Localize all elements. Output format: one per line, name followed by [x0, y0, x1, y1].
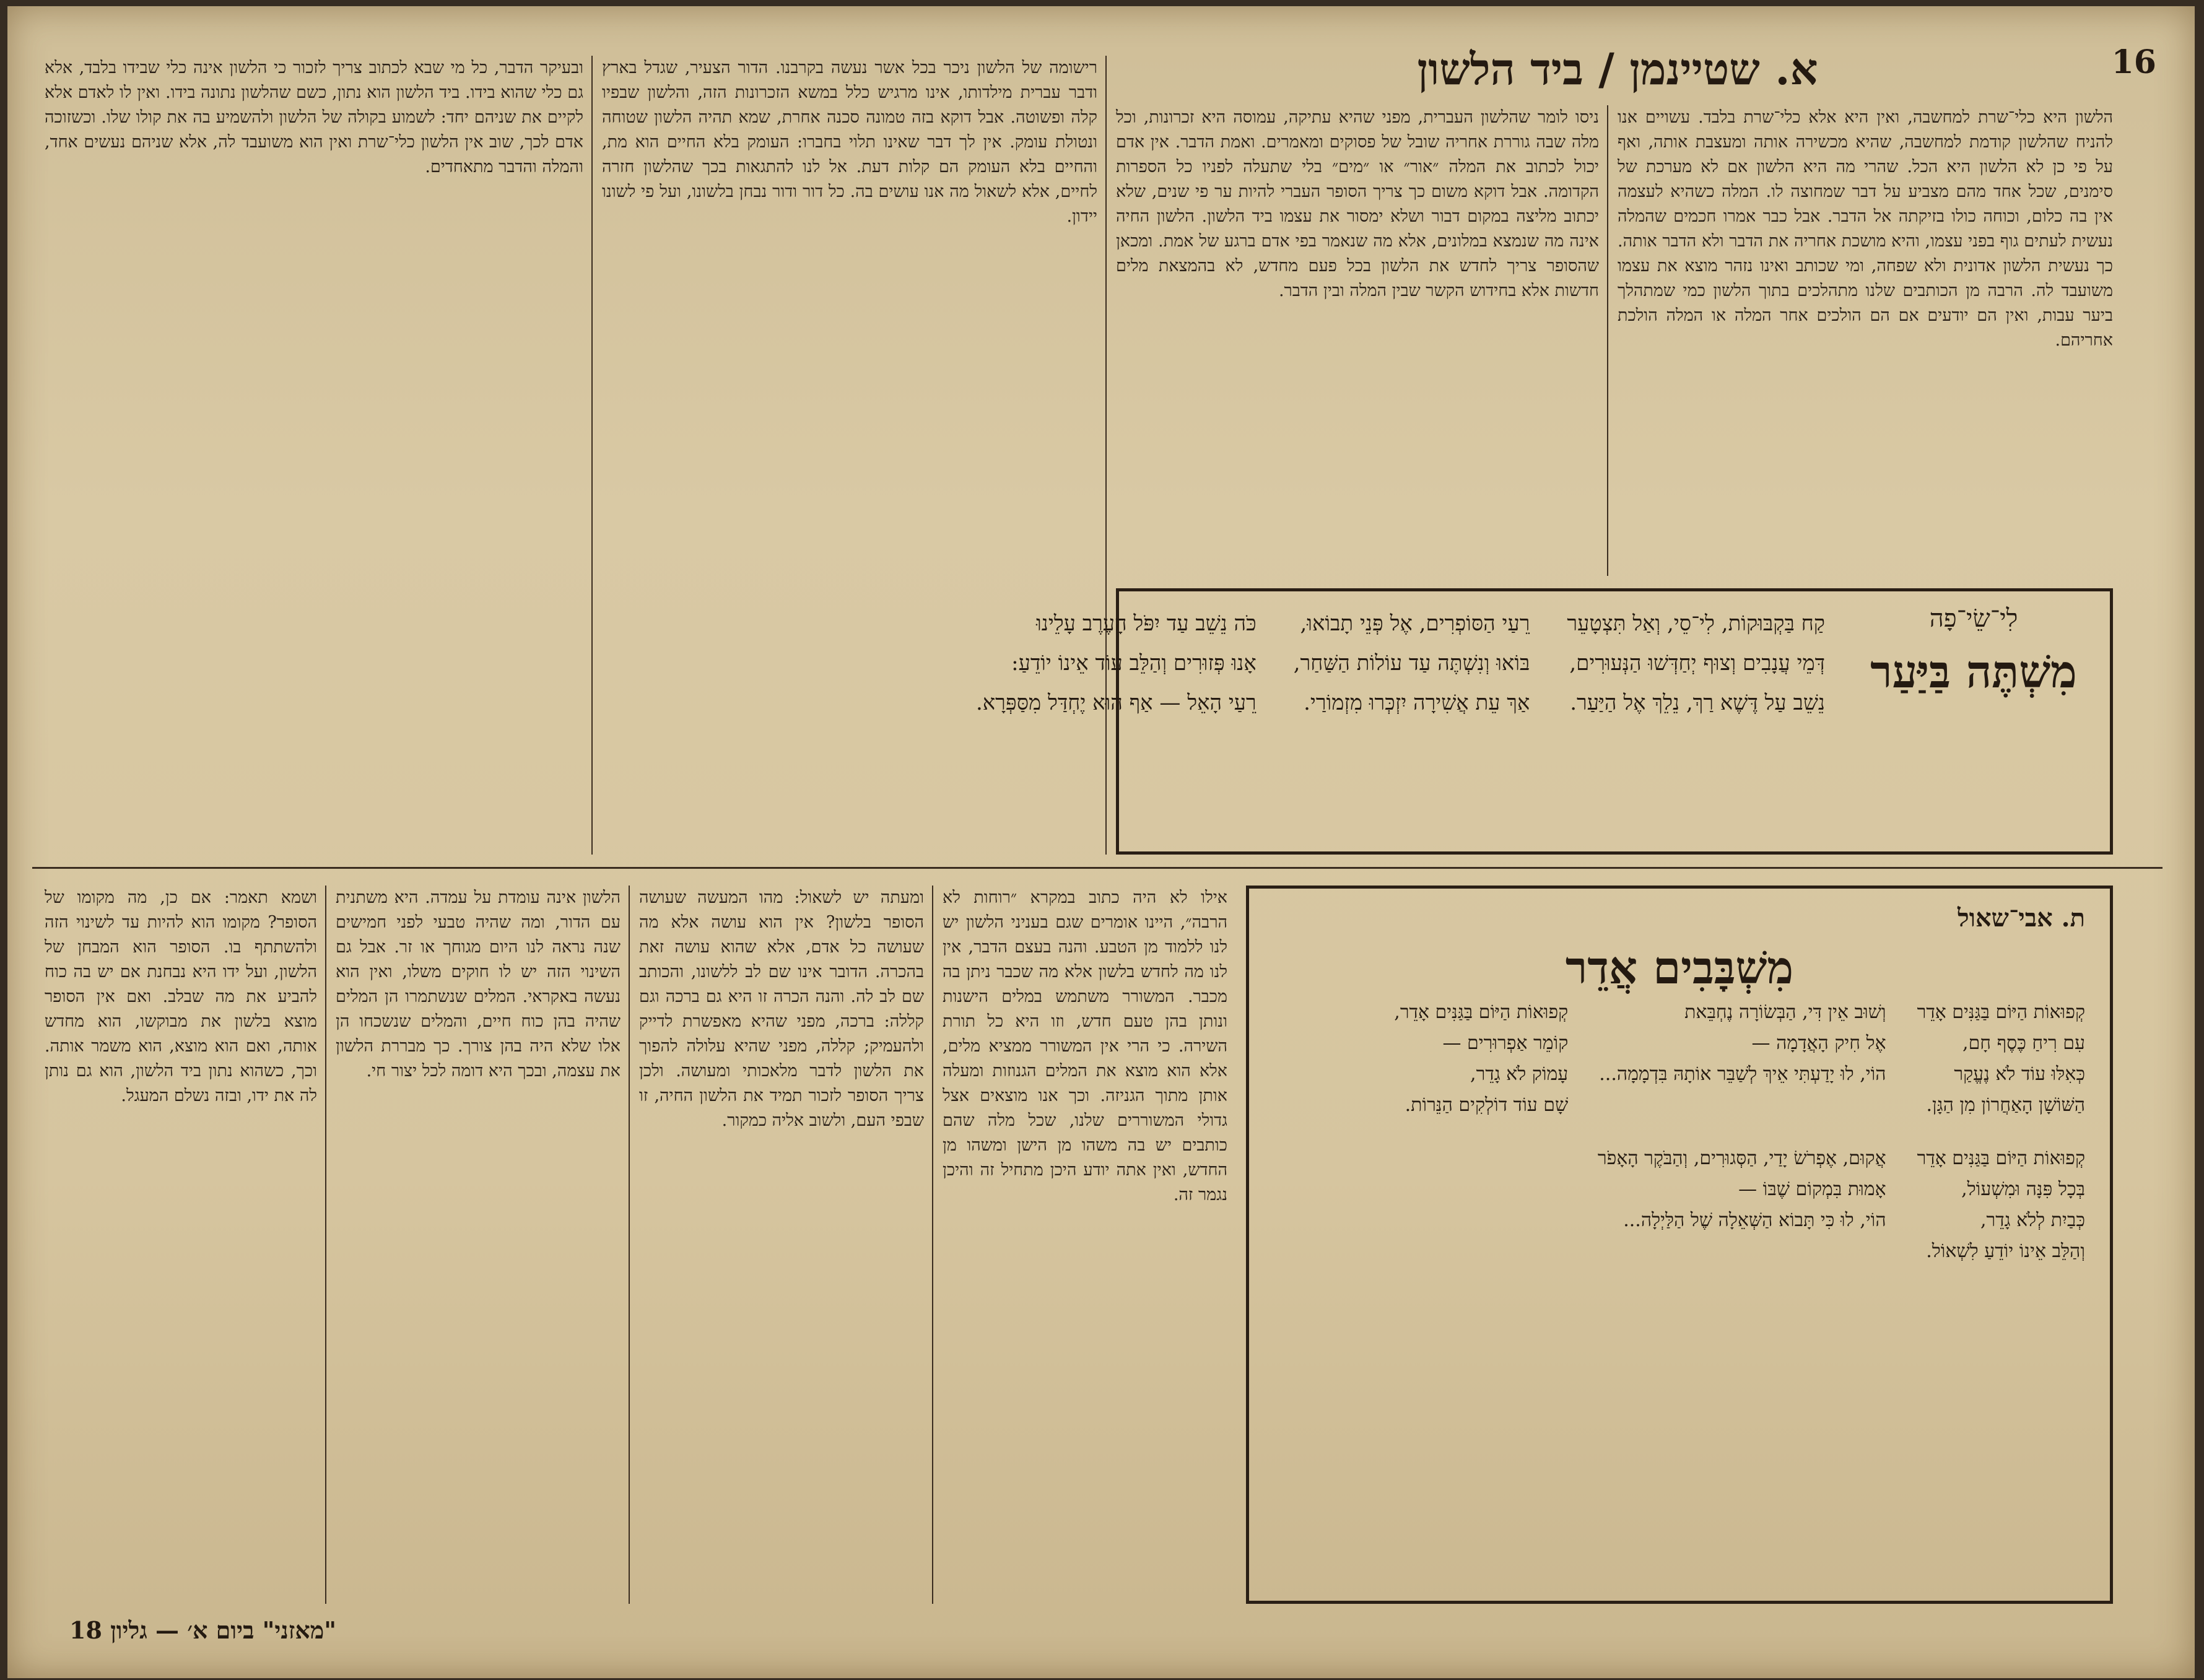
newspaper-page [7, 6, 2195, 1678]
poem-stanza [1917, 997, 2085, 1121]
bottom-col-4: ושמא תאמר: אם כן, מה מקומו של הסופר? מקומו הוא להיות עד לשינוי הזה ולהשתתף בו. הסופר הוא המבחן של הלשון, ועל ידו היא נבחנת אם יש בה כוח להביע את מה שבלב. ואם אין הסופר מוצא בלשון את מבוקשו, הוא מחדש אותה, ואם הוא מוצא, הוא משמר אותה. וכך, כשהוא נתון ביד הלשון, הוא גם נותן לה את ידו, ובזה נשלם המעגל. [45, 888, 317, 1105]
article-col-d: ובעיקר הדבר, כל מי שבא לכתוב צריך לזכור כי הלשון אינה כלי שבידו בלבד, אלא גם כלי שהוא בידו. ביד הלשון הוא נתון, כשם שהלשון נתונה בידו. ואין לו לאדם אלא לקיים את שניהם יחד: לשמוע בקולה של הלשון ולהשמיע בה את קולו שלו. וכשזוכה אדם לכך, שוב אין הלשון כלי־שרת ואין הוא משועבד לה, אלא שניהם נעשים אחד, והמלה והדבר מתאחדים. [45, 58, 583, 176]
poem-stanza [1599, 997, 1886, 1121]
bottom-col-3: הלשון אינה עומדת על עמדה. היא משתנית עם הדור, ומה שהיה טבעי לפני חמישים שנה נראה לנו היום מגוחך או זר. אבל גם השינוי הזה יש לו חוקים משלו, ואין הוא נעשה באקראי. המלים שנשתמרו הן המלים שהיה בהן כוח חיים, והמלים שנשכחו הן אלו שלא היה בהן צורך. כך מבררת הלשון את עצמה, ובכך היא דומה לכל יצור חי. [336, 888, 621, 1081]
article-col-c: רישומה של הלשון ניכר בכל אשר נעשה בקרבנו. הדור הצעיר, שגדל בארץ ודבר עברית מילדותו, אינו מרגיש כלל במשא הזכרונות הזה, והלשון שבפיו קלה ופשוטה. אבל דוקא בזה טמונה סכנה אחרת, שמא תהיה הלשון שטוחה ונטולת עומק. אין לך דבר שאינו תלוי בחברו: העומק בלא החיים הוא מת, והחיים בלא העומק הם קלות דעת. אל לנו להתגאות בכך שהלשון חזרה לחיים, אלא לשאול מה אנו עושים בה. כל דור ודור נבחן בלשונו, ועל פי לשונו יידון. [602, 58, 1097, 226]
poem-stanza [1567, 604, 1825, 723]
poem-layout [975, 604, 2085, 739]
poem-line: קַח בַּקְבּוּקוֹת, לִי־סֵי, וְאַל תִּצְטָעֵר [1567, 611, 1825, 636]
article-col-a: הלשון היא כלי־שרת למחשבה, ואין היא אלא כלי־שרת בלבד. עשויים אנו להניח שהלשון קודמת למחשבה, שהיא מכשירה אותה ומעצבת אותה, ואף על פי כן לא הלשון היא הכל. שהרי מה היא הלשון אם לא מערכת של סימנים, שכל אחד מהם מצביע על דבר שמחוצה לו. המלה כשהיא לעצמה אין בה כלום, וכוחה כולו בזיקתה אל הדבר. אבל כבר אמרו חכמים שהמלה נעשית לעתים גוף בפני עצמו, והיא מושכת אחריה את הדבר ולא הדבר אותה. כך נעשית הלשון אדונית ולא שפחה, ומי שכותב ואינו נזהר מוצא את עצמו משועבד לה. הרבה מן הכותבים שלנו מתהלכים בתוך הלשון כמי שמתהלך ביער עבות, ואין הם יודעים אם הם הולכים אחר המלה או המלה הולכת אחריהם. [1618, 108, 2113, 350]
article-col-b: ניסו לומר שהלשון העברית, מפני שהיא עתיקה, עמוסה היא זכרונות, וכל מלה שבה גוררת אחריה שובל של פסוקים ומאמרים. ואמת הדבר. אין אדם יכול לכתוב את המלה ״אור״ או ״מים״ בלי שתעלה לפניו כל הספרות הקדומה. אבל דוקא משום כך צריך הסופר העברי להיות ער פי שנים, שלא יכתוב מליצה במקום דבור ושלא ימסור את עצמו ביד הלשון. הלשון החיה אינה מה שנמצא במלונים, אלא מה שנאמר בפי אדם ברגע של אמת. ומכאן שהסופר צריך לחדש את הלשון בכל פעם מחדש, לא בהמצאת מלים חדשות אלא בחידוש הקשר שבין המלה ובין הדבר. [1116, 108, 1599, 300]
poem-line: אַךְ עֵת אֲשִׁירָה יִזְכְּרוּ מִזְמוֹרַי. [1304, 690, 1530, 715]
poem-stanza [976, 604, 1257, 723]
poem-line: דְּמֵי עֲנָבִים וְצוּף יְחַדְּשׁוּ הַנְּעוּרִים, [1569, 651, 1825, 676]
rule [325, 886, 326, 1604]
rule [932, 886, 933, 1604]
poem-stanza [1598, 1143, 1886, 1267]
poem-line: וְשׁוּב אֵין דִּי, הַבְּשׂוֹרָה נֶחְבֵּאת [1684, 1001, 1886, 1023]
page-content [32, 31, 2163, 1653]
poem-line: אָמוּת בִּמְקוֹם שֶׁבּוֹ — [1738, 1178, 1886, 1200]
rule [1105, 56, 1107, 855]
poem-line: כֹּה נֵשֵׁב עַד יִפֹּל הָעֶרֶב עָלֵינוּ [1036, 611, 1257, 636]
rule [629, 886, 630, 1604]
poem-title: מִשְׁבָּבִים אֲדֵר [1565, 941, 1794, 994]
poem-line: שָׁם עוֹד דוֹלְקִים הַנֵּרוֹת. [1405, 1094, 1569, 1116]
poem-line: קְפוּאוֹת הַיּוֹם בַּגַּנִּים אָדֵר [1917, 1001, 2085, 1023]
running-head: "מאזני" ביום א׳ — גליון 18 [69, 1616, 337, 1644]
poem-line: אֶל חִיק הָאֲדָמָה — [1751, 1032, 1886, 1054]
poem-line: נֵשֵׁב עַל דֶּשֶׁא רַךְ, נֵלֵךְ אֶל הַיַּעַר. [1570, 690, 1825, 715]
poem-line: עָמוֹק לֹא גָדֵר, [1470, 1063, 1569, 1085]
poem-stanza [1394, 997, 1568, 1121]
poem-stanzas [1274, 997, 2085, 1283]
poem-box-mishbavim [1246, 886, 2113, 1604]
poem-line: רֵעַי הַסּוֹפְרִים, אֶל פְּנֵי תָבוֹאוּ, [1300, 611, 1530, 636]
poem-line: בְּכָל פִּנָּה וּמִשְׁעוֹל, [1961, 1178, 2085, 1200]
poem-line: עִם רִיחַ כֶּסֶף חָם, [1962, 1032, 2085, 1054]
poem-stanza [1294, 604, 1530, 723]
bottom-col-1: אילו לא היה כתוב במקרא ״רוחות לא הרבה״, היינו אומרים שגם בעניני הלשון יש לנו ללמוד מן הטבע. והנה בעצם הדבר, אין לנו מה לחדש בלשון אלא מה שכבר ניתן בה מכבר. המשורר משתמש במלים הישנות ונותן בהן טעם חדש, וזו היא כל תורת השירה. כי הרי אין המשורר ממציא מלים, אלא הוא מוצא את המלים הגנוזות ומעלה אותן מתוך הגניזה. וכך אנו מוצאים אצל גדולי המשוררים שלנו, שכל מלה שהם כותבים יש בה משהו מן הישן ומשהו מן החדש, ואין אתה יודע היכן מתחיל זה והיכן נגמר זה. [943, 888, 1227, 1204]
poem-line: קְפוּאוֹת הַיּוֹם בַּגַּנִּים אָדֵר, [1394, 1001, 1569, 1023]
poem-line: רֵעַי הָאֵל — אַף הוּא יֶחְדַּל מִסַּפְּרָא. [975, 690, 1257, 715]
article-heading: א. שטיינמן / ביד הלשון [1417, 43, 1818, 95]
poem-line: קְפוּאוֹת הַיּוֹם בַּגַּנִּים אָדֵר [1917, 1147, 2085, 1169]
poem-line: אָנוּ פְּזוּרִים וְהַלֵּב עוֹד אֵינוֹ יוֹדֵעַ: [1011, 651, 1257, 676]
poem-box-mishte [975, 588, 2113, 855]
rule [591, 56, 593, 855]
section-divider [32, 867, 2163, 869]
poem-line: בּוֹאוּ וְנִשְׁתֶּה עַד עוֹלוֹת הַשַּׁחַר, [1293, 651, 1530, 676]
poem-title: מִשְׁתֶּה בַּיַּעַר [1870, 645, 2077, 698]
poem-line: כְּבַיִת לְלֹא גָדֵר, [1980, 1209, 2085, 1231]
poem-line: הוֹי, לוּ יָדַעְתִּי אֵיךְ לְשַׁבֵּר אוֹתָהּ בִּדְמָמָה... [1599, 1063, 1886, 1085]
rule [1607, 105, 1608, 576]
article-title-band [1122, 43, 2113, 95]
poem-line: וְהַלֵּב אֵינוֹ יוֹדֵעַ לִשְׁאוֹל. [1926, 1240, 2085, 1262]
poem-line: אֲקוּם, אֶפְרֹשׂ יָדַי, הַסְּגוּרִים, וְהַבֹּקֶר הָאָפֹר [1597, 1147, 1886, 1169]
poem-line: הַשּׁוֹשָׁן הָאַחֲרוֹן מִן הַגָּן. [1926, 1094, 2085, 1116]
poem-line: הוֹי, לוּ כִּי תָּבוֹא הַשְּׁאֵלָה שֶׁל הַלַּיְלָה... [1623, 1209, 1886, 1231]
poem-kicker: לִי־שֵׂי־פָה [1929, 604, 2018, 633]
poem-line: כְּאִלּוּ עוֹד לֹא נֶעֱקַר [1954, 1063, 2085, 1085]
poem-heading-block [1862, 604, 2085, 701]
poem-author: ת. אבי־שאול [1958, 903, 2085, 933]
poem-stanza [1917, 1143, 2085, 1267]
folio-number: 16 [2111, 43, 2156, 81]
bottom-col-2: ומעתה יש לשאול: מהו המעשה שעושה הסופר בלשון? אין הוא עושה אלא מה שעושה כל אדם, אלא שהוא עושה זאת בהכרה. הדובר אינו שם לב ללשונו, והכותב שם לב לה. והנה הכרה זו היא גם ברכה וגם קללה: ברכה, מפני שהיא מאפשרת לדייק ולהעמיק; קללה, מפני שהיא עלולה להפוך את הלשון לדבר מלאכותי ומעושה. ולכן צריך הסופר לזכור תמיד את הלשון החיה, זו שבפי העם, ולשוב אליה כמקור. [639, 888, 924, 1130]
poem-line: קוֹמֵר אַפְרוּרִים — [1442, 1032, 1569, 1054]
